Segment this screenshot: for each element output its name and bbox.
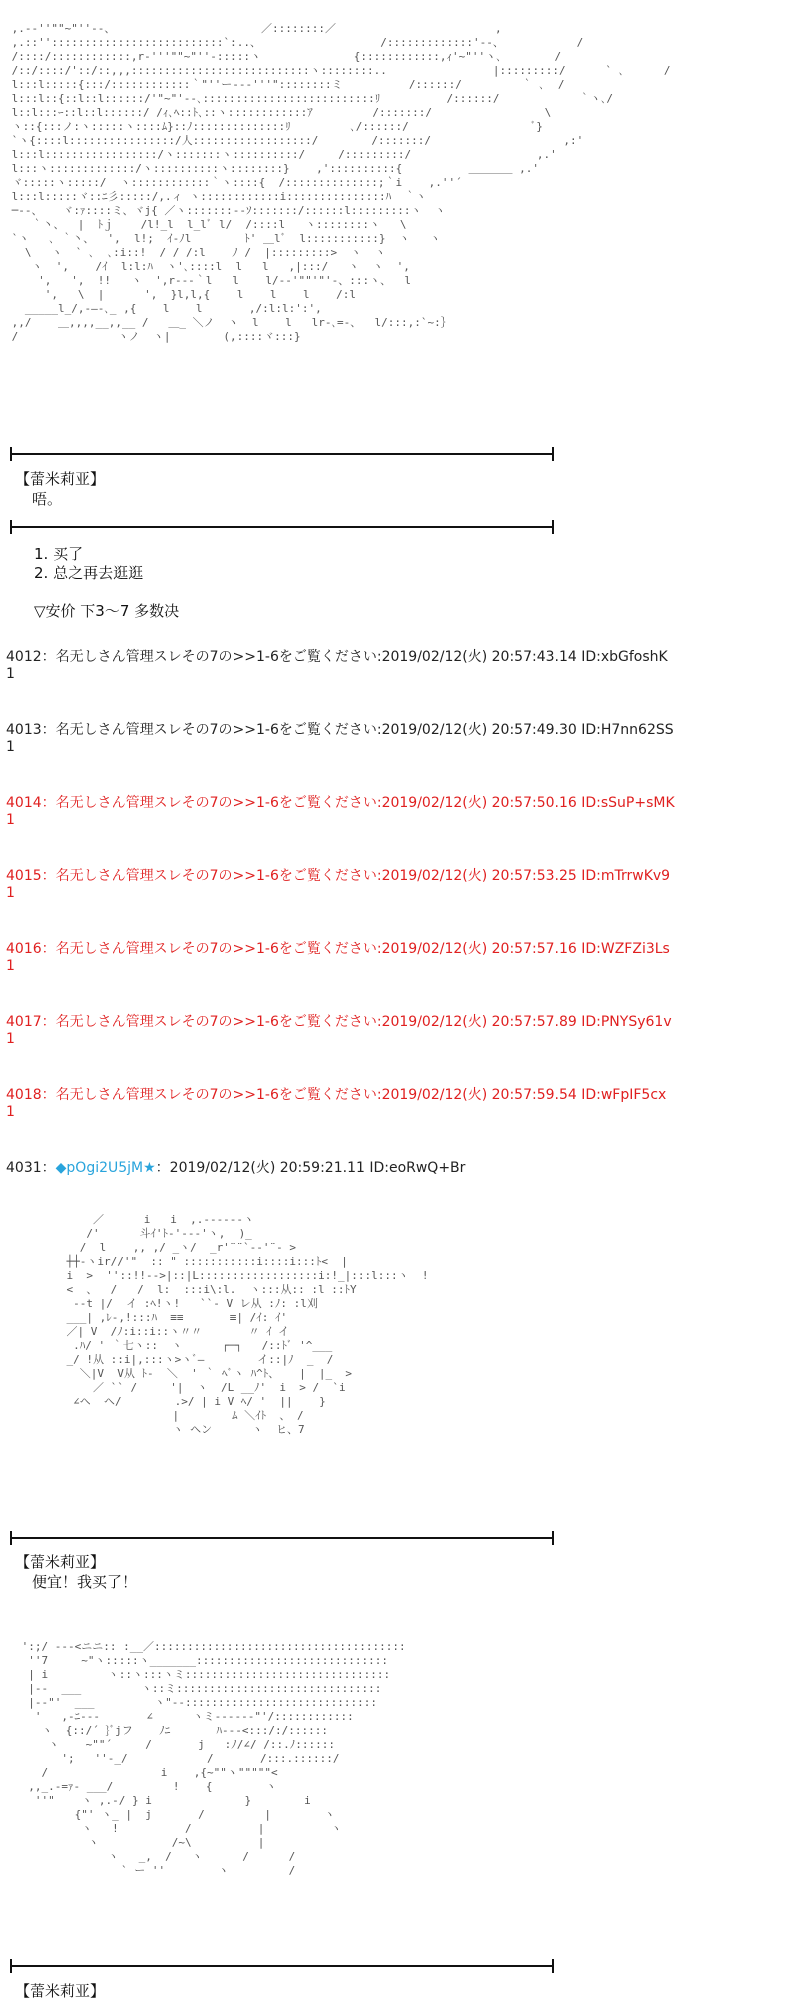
post-4018 <box>6 1087 796 1121</box>
post-body: 1 <box>6 666 15 682</box>
horizontal-rule <box>8 1959 556 1973</box>
post-body: 1 <box>6 885 15 901</box>
choice-item-2: 2. 总之再去逛逛 <box>34 564 144 582</box>
speech-line: 便宜！我买了！ <box>32 1573 138 1591</box>
post-4013 <box>6 722 796 756</box>
post-4012 <box>6 649 796 683</box>
post-header: 4017：名无しさん管理スレその7の>>1-6をご覧ください:2019/02/12(火) 20:57:57.89 ID:PNYSy61v <box>6 1014 672 1030</box>
post-4015 <box>6 868 796 902</box>
post-body: 1 <box>6 1104 15 1120</box>
post-body: 1 <box>6 739 15 755</box>
horizontal-rule <box>8 447 556 461</box>
post-header: 4018：名无しさん管理スレその7の>>1-6をご覧ください:2019/02/12(火) 20:57:59.54 ID:wFpIF5cx <box>6 1087 667 1103</box>
post-body: 1 <box>6 812 15 828</box>
post-header: 4015：名无しさん管理スレその7の>>1-6をご覧ください:2019/02/12(火) 20:57:53.25 ID:mTrrwKv9 <box>6 868 671 884</box>
post-number: 4031： <box>6 1160 56 1176</box>
post-header: 4012：名无しさん管理スレその7の>>1-6をご覧ください:2019/02/12(火) 20:57:43.14 ID:xbGfoshK <box>6 649 668 665</box>
post-header: 4013：名无しさん管理スレその7の>>1-6をご覧ください:2019/02/12(火) 20:57:49.30 ID:H7nn62SS <box>6 722 674 738</box>
ascii-art-remilia-2: ／ i i ,.------ヽ /' 斗ｲ'ﾄ‐'‐--'ヽ, )_ / l ,, ,/ _ヽ/ _r'¨¨`-‐'¨‐ > ┼┼-ヽir//'" :: " :::::::::::i::::i:::ﾄ< | i > ''::!!-‐>|::|L::::::::::::::::::i:!_|:::l:::ヽ ! < 、 / / l: :::i\:l. ヽ:::从:: :l ::ﾄY --t |/ イ :ﾍ!ヽ! ``‐ V レ从 :ﾉ: :l刈 ___| ,ﾚ-,!:::ﾊ ≡≡ ≡| /ｲ: ｲ' ／| V /ﾉ:i::i::ヽ〃〃 〃 ｲ イ .ﾊ/ ' ｀七ヽ:: ヽ ┌─┐ /::ﾄﾞ '^___ _/ !从 ::i|,:::ヽ>ヽﾞ― イ::|ﾉ _ / ＼|V V从 ﾄ- ＼ ' ｀ ﾍﾞヽ ﾊ^ﾄ、 | |_ > ／ `` / '| ヽ /L __ﾉ' i > / `i ∠ヘ ヘ/ .>/ | i V ﾍ/ ' || } | ﾑ ＼ｲﾄ 、 / ヽ ヘン ヽ ヒ、7 <box>66 1213 429 1436</box>
speech-line: 唔。 <box>32 490 63 508</box>
post-4031 <box>6 1160 796 1177</box>
speaker-name: 【蕾米莉亚】 <box>15 1553 106 1571</box>
post-body: 1 <box>6 958 15 974</box>
speaker-name: 【蕾米莉亚】 <box>15 470 106 488</box>
ascii-art-character-3: ':;/ ---<ニニ:: :__／:::::::::::::::::::::::::::::::::::::: ''7 ~"ヽ:::::ヽ_______::::::::::::::::::::::::::::: | i ヽ::ヽ:::ヽミ::::::::::::::::::::::::::::::: |-- ___ ヽ::ミ::::::::::::::::::::::::::::::: |--"' ___ ヽ"--::::::::::::::::::::::::::::: ' ,-ﾆ--- ∠ ヽミ------"'/:::::::::::: ヽ {::/´ }ﾞjフ ﾉﾆ ﾊ---<:::/:/:::::: ヽ ~""´ / j :ﾉ/∠/ /::.ﾉ:::::: '; ''-_/ / /:::.::::::/ / i ,{~""ヽ"""""< ,,_.-=ｧ- ___/ ! { ヽ ''" ヽ ,.-/ } i } i {"' ヽ_ | j / | ヽ ヽ ! / | ヽ ヽ /~\ | ヽ _, / ヽ / / ` ー '' ヽ / <box>21 1640 406 1877</box>
choice-item-1: 1. 买了 <box>34 545 84 563</box>
post-4017 <box>6 1014 796 1048</box>
horizontal-rule <box>8 1531 556 1545</box>
choice-list <box>34 545 143 583</box>
poster-trip-link[interactable]: ◆pOgi2U5jM★ <box>55 1160 156 1176</box>
post-meta: ：2019/02/12(火) 20:59:21.11 ID:eoRwQ+Br <box>155 1160 466 1176</box>
post-4016 <box>6 941 796 975</box>
speaker-name: 【蕾米莉亚】 <box>15 1982 106 2000</box>
post-header: 4014：名无しさん管理スレその7の>>1-6をご覧ください:2019/02/12(火) 20:57:50.16 ID:sSuP+sMK <box>6 795 675 811</box>
post-body: 1 <box>6 1031 15 1047</box>
post-header: 4016：名无しさん管理スレその7の>>1-6をご覧ください:2019/02/12(火) 20:57:57.16 ID:WZFZi3Ls <box>6 941 670 957</box>
post-4014 <box>6 795 796 829</box>
ascii-art-remilia-1: ,.-‐''""~"''‐-、 ／::::::::／ , ,.::''::::::::::::::::::::::::::`:..、 /:::::::::::::'‐-、 / /::::/::::::::::::,r‐'''""~"''-:::::ヽ {::::::::::::,ｨ'~"''ヽ､ / /::/::::/'::/::,,,:::::::::::::::::::::::::::ヽ::::::::.. |:::::::::/ ` ､ / l:::l:::::{:::/::::::::::::｀"''ー--‐'''"::::::::ミ /::::::/ ｀ ､ / l:::l::{::l::l::::::/'"~"'‐-､::::::::::::::::::::::::::ﾘ /::::::/ ｀ヽ､/ l::l:::ｰ::l::l::::::/ /ｨ､ﾍ::ﾄ､::ヽ::::::::::::ｱ /:::::::/ \ ヽ::{:::ノ:ヽ:::::ヽ::::ﾑ}::ﾉ::::::::::::::ﾘ ､/::::::/ ﾞ} `ヽ{::::l::::::::::::::::/人::::::::::::::::::/ /:::::::/ ,:' l:::l:::::::::::::::::/ヽ:::::::ヽ::::::::::/ /:::::::::/ ,.' l:::ヽ:::::::::::::/ヽ::::::::::ヽ::::::::} ,'::::::::::{ ＿＿＿＿ ,.' ヾ:::::ヽ:::::/ ヽ::::::::::::｀ヽ::::{ /::::::::::::::;｀i ,.''´ l:::l:::::ヾ::ﾆ彡:::::/,.ィ ヽ::::::::::::i:::::::::::::::ﾊ ｀ヽ ─‐-、 ヾ:ｧ::::ミ、ヾj{ ／ヽ:::::::--ｿ:::::::/::::::l:::::::::ヽ ヽ ｀丶、 | ﾄｊ /l!_l l_lﾞ l/ /::::l ヽ::::::::ヽ \ `ヽ ､ ｀丶、 ', l!; ｲ‐ﾉl ﾄ' ＿lﾞ l:::::::::::} ヽ ヽ \ ヽ ` ､ ､:i::! / / /:l ﾉ / |:::::::::> ヽ ヽ ヽ ', /ｲ l:l:ﾊ ヽ'､::::l l l ,|:::/ ヽ ヽ ', ', ', !! ヽ ',r---｀l l l/-‐'""'"'‐、:::ヽ、 l ', \ | ', }l,l,{ l l l /:l _____l_/,-―‐､_ ,{ l l ,/:l:l:':', ,,/ ＿,,,,__,,__ / ＿_ ＼ノ ヽ l l lr-､=-、 l/:::,:`~:｝ / ヽノ ヽ| (,::::ヾ:::} <box>11 22 671 343</box>
vote-instruction: ▽安价 下3～7 多数决 <box>34 602 180 620</box>
horizontal-rule <box>8 520 556 534</box>
